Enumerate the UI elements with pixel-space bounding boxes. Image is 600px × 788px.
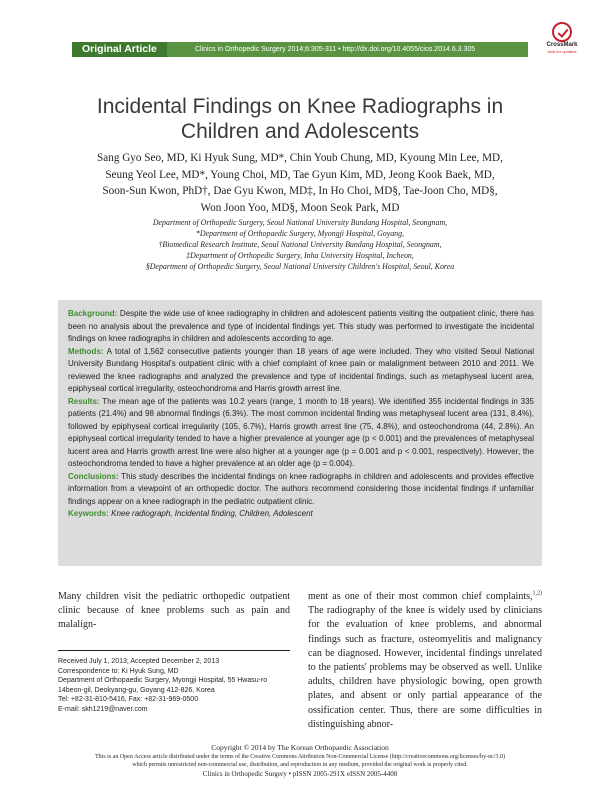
correspondence-name: Correspondence to: Ki Hyuk Sung, MD	[58, 667, 179, 675]
author-line-4: Won Joon Yoo, MD§, Moon Seok Park, MD	[200, 201, 400, 214]
abstract-keywords-heading: Keywords:	[68, 509, 109, 518]
received-dates: Received July 1, 2013; Accepted December 2, 2013	[58, 658, 220, 665]
citation-ref[interactable]: 1,2)	[532, 590, 542, 597]
crossmark-label: CrossMark	[546, 42, 578, 48]
crossmark-icon	[552, 22, 572, 42]
abstract-methods-heading: Methods:	[68, 346, 104, 356]
correspondence-address: 14beon-gil, Deokyang-gu, Goyang 412-826, Korea	[58, 686, 215, 694]
body-paragraph	[308, 590, 542, 732]
body-text: The radiography of the knee is widely used by clinicians for the evaluation of knee problems, and abnormal findings such as fracture, osteomyelitis and malignancy can be diagnosed. However, incidental findings unrelated to the patients' problems may be observed as well. Unlike adults, children have physiologic bowing, open growth plates, and absent or only partial appearance of the ossification center. Thus, there are some difficulties in distinguishing abnor-	[308, 605, 542, 730]
abstract-conclusions	[68, 471, 534, 509]
abstract-keywords-text: Knee radiograph, Incidental finding, Children, Adolescent	[108, 509, 313, 518]
correspondence-tel: Tel: +82-31-810-5416, Fax: +82-31-969-0500	[58, 696, 199, 703]
body-right-column	[308, 590, 542, 732]
abstract-background-text: Despite the wide use of knee radiography in children and adolescent patients visiting the outpatient clinic, there has been no analysis about the prevalence and type of incidental findings yet. This study was performed to investigate the incidental findings on knee radiographs in children and adolescents according to age.	[68, 309, 534, 343]
title-line-1: Incidental Findings on Knee Radiographs in	[96, 95, 504, 118]
abstract-conclusions-text: This study describes the incidental findings on knee radiographs in children and adolescents and provides effective information from a viewpoint of an orthopedic doctor. The authors recommend considering those incidental findings if unfamiliar findings appear on a knee radiograph in the pediatric outpatient clinic.	[68, 471, 534, 506]
title-line-2: Children and Adolescents	[180, 120, 420, 143]
affiliation-line: Department of Orthopedic Surgery, Seoul National University Bundang Hospital, Seongnam,	[152, 218, 448, 227]
author-line-3: Soon-Sun Kwon, PhD†, Dae Gyu Kwon, MD‡, In Ho Choi, MD§, Tae-Joon Cho, MD§,	[102, 185, 498, 197]
correspondence-dept: Department of Orthopaedic Surgery, Myongji Hospital, 55 Hwasu-ro	[58, 677, 268, 684]
abstract-background-heading: Background:	[68, 309, 118, 318]
affiliation-list	[60, 217, 540, 272]
crossmark-badge[interactable]	[538, 22, 586, 56]
abstract-results-heading: Results:	[68, 396, 100, 406]
body-text: ment as one of their most common chief complaints,	[308, 591, 533, 602]
affiliation-line: †Biomedical Research Institute, Seoul National University Bundang Hospital, Seongnam,	[158, 240, 442, 249]
abstract-results	[68, 396, 534, 471]
page-footer	[60, 743, 540, 779]
abstract-keywords	[68, 508, 534, 521]
author-line-1: Sang Gyo Seo, MD, Ki Hyuk Sung, MD*, Chin Youb Chung, MD, Kyoung Min Lee, MD,	[97, 152, 503, 164]
journal-citation-line: Clinics in Orthopedic Surgery 2014;6:305-311 • http://dx.doi.org/10.4055/cios.2014.6.3.305	[195, 46, 476, 53]
license-line-1: This is an Open Access article distributed under the terms of the Creative Commons Attribution Non-Commercial License (http://creativecommons.org/licenses/by-nc/3.0)	[95, 754, 505, 760]
abstract-methods-text: A total of 1,562 consecutive patients younger than 18 years of age were included. They who visited Seoul National University Bundang Hospital's outpatient clinic with a chief complaint of knee pain or malalignment between 2010 and 2011. We reviewed the knee radiographs and analyzed the prevalence and type of incidental findings, such as metaphyseal lucent area, epiphyseal cortical irregularity, osteochondroma and Harris growth arrest line.	[68, 346, 534, 393]
affiliation-line: *Department of Orthopaedic Surgery, Myongji Hospital, Goyang,	[195, 229, 405, 238]
journal-issn-line: Clinics in Orthopedic Surgery • pISSN 2005-291X eISSN 2005-4408	[202, 770, 398, 778]
copyright-line: Copyright © 2014 by The Korean Orthopaedic Association	[211, 743, 389, 752]
affiliation-line: §Department of Orthopedic Surgery, Seoul National University Children's Hospital, Seoul, Korea	[145, 262, 455, 271]
body-paragraph: Many children visit the pediatric orthopedic outpatient clinic because of knee problems such as pain and malalign-	[58, 591, 290, 631]
abstract-methods	[68, 346, 534, 396]
abstract-box	[58, 300, 542, 566]
body-left-column	[58, 590, 290, 633]
paper-title	[60, 94, 540, 144]
crossmark-sublabel: click for updates	[547, 49, 577, 54]
author-line-2: Seung Yeol Lee, MD*, Young Choi, MD, Tae Gyun Kim, MD, Jeong Kook Baek, MD,	[105, 168, 495, 181]
abstract-conclusions-heading: Conclusions:	[68, 471, 119, 481]
article-type-label: Original Article	[72, 42, 167, 57]
correspondence-box	[58, 650, 290, 714]
abstract-background	[68, 308, 534, 346]
abstract-results-text: The mean age of the patients was 10.2 years (range, 1 month to 18 years). We identified 355 incidental findings in 335 patients (21.4%) and 98 abnormal findings (6.3%). The most common incidental finding was metaphyseal lucent area (131, 8.4%), followed by epiphyseal cortical irregularity (105, 6.7%), Harris growth arrest line (75, 4.8%), and osteochondroma (44, 2.8%). An epiphyseal cortical irregularity tended to have a higher prevalence at younger age (p < 0.001) and the prevalences of metaphyseal lucent area and Harris growth arrest line were also higher at a younger age (p = 0.001 and p < 0.001, respectively). However, the osteochondroma tended to have a higher prevalence at an older age (p = 0.004).	[68, 396, 534, 468]
correspondence-email[interactable]: E-mail: skh1219@naver.com	[58, 705, 148, 713]
affiliation-line: ‡Department of Orthopedic Surgery, Inha University Hospital, Incheon,	[186, 251, 414, 260]
license-line-2: which permits unrestricted non-commercial use, distribution, and reproduction in any medium, provided the original work is properly cited.	[132, 762, 468, 768]
author-list	[60, 150, 540, 216]
